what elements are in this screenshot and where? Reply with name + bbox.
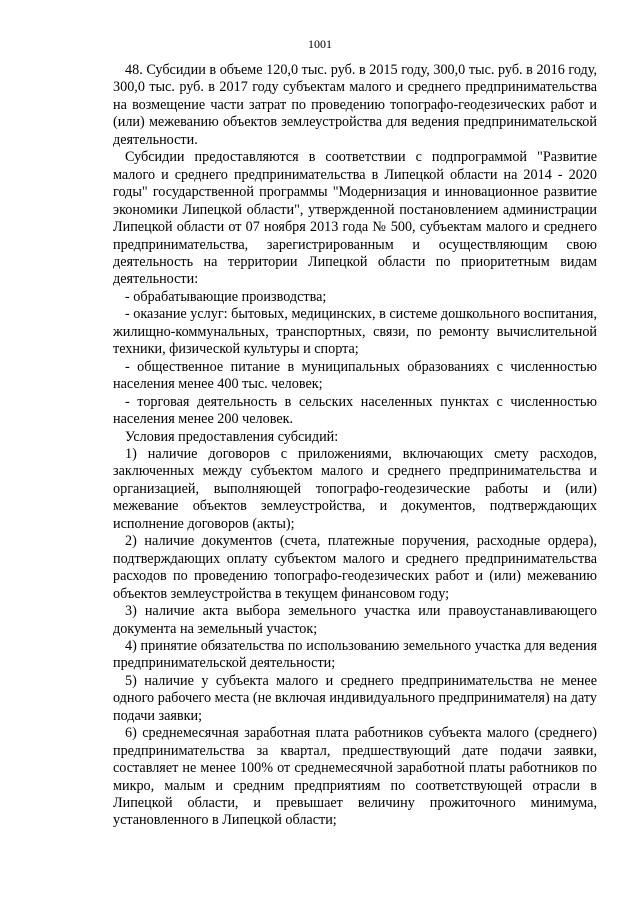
list-item-manufacturing: - обрабатывающие производства; — [125, 288, 327, 305]
list-item-trade: - торговая деятельность в сельских населенных пунктах с численностью населения менее 200 человек. — [113, 393, 597, 428]
paragraph-subsidy-48: 48. Субсидии в объеме 120,0 тыс. руб. в 2015 году, 300,0 тыс. руб. в 2016 году, 300,0 тыс. руб. в 2017 году субъектам малого и среднего предпринимательства на возмещение части затрат по проведению топографо-геодезических работ и (или) межеванию объектов землеустройства для ведения предпринимательской деятельности. — [113, 62, 597, 148]
condition-6: 6) среднемесячная заработная плата работников субъекта малого (среднего) предпринимательства за квартал, предшествующий дате подачи заявки, составляет не менее 100% от среднемесячной заработной платы работников по микро, малым и средним предприятиям по соответствующей отрасли в Липецкой области, и превышает величину прожиточного минимума, установленного в Липецкой области; — [113, 725, 597, 829]
condition-1: 1) наличие договоров с приложениями, включающих смету расходов, заключенных между субъектом малого и среднего предпринимательства и организацией, выполняющей топографо-геодезические работы и (или) межевание объектов землеустройства, и документов, подтверждающих исполнение договоров (акты); — [113, 445, 597, 532]
condition-4: 4) принятие обязательства по использованию земельного участка для ведения предпринимательской деятельности; — [113, 637, 597, 672]
document-body — [113, 62, 597, 830]
condition-2: 2) наличие документов (счета, платежные поручения, расходные ордера), подтверждающих оплату субъектом малого и среднего предпринимательства расходов по проведению топографо-геодезических работ и (или) межеванию объектов землеустройства в текущем финансовом году; — [113, 533, 597, 602]
page-number: 1001 — [308, 37, 332, 51]
condition-3: 3) наличие акта выбора земельного участка или правоустанавливающего документа на земельный участок; — [113, 603, 597, 637]
paragraph-subsidy-basis: Субсидии предоставляются в соответствии с подпрограммой "Развитие малого и среднего предпринимательства в Липецкой области на 2014 - 2020 годы" государственной программы "Модернизация и инновационное развитие экономики Липецкой области", утвержденной постановлением администрации Липецкой области от 07 ноября 2013 года № 500, субъектам малого и среднего предпринимательства, зарегистрированным и осуществляющим свою деятельность на территории Липецкой области по приоритетным видам деятельности: — [113, 149, 597, 288]
list-item-catering: - общественное питание в муниципальных образованиях с численностью населения менее 400 тыс. человек; — [113, 358, 597, 393]
list-item-services: - оказание услуг: бытовых, медицинских, в системе дошкольного воспитания, жилищно-коммунальных, транспортных, связи, по ремонту вычислительной техники, физической культуры и спорта; — [113, 306, 597, 358]
condition-5: 5) наличие у субъекта малого и среднего предпринимательства не менее одного рабочего места (не включая индивидуального предпринимателя) на дату подачи заявки; — [113, 672, 597, 724]
conditions-heading: Условия предоставления субсидий: — [125, 428, 339, 445]
